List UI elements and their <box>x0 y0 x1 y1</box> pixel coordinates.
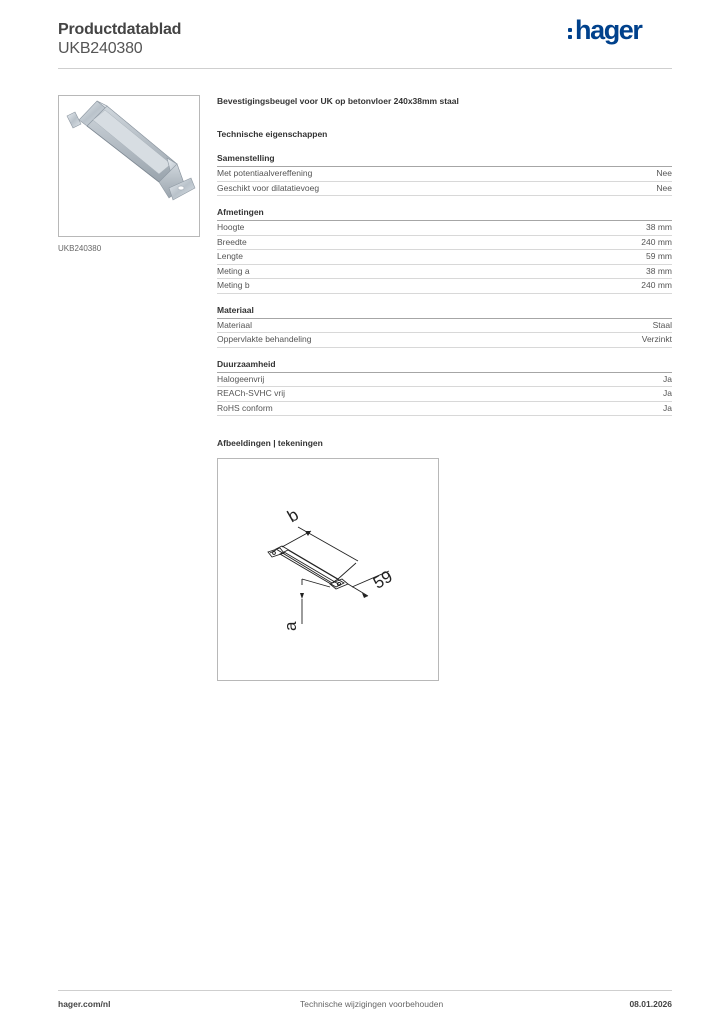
product-description: Bevestigingsbeugel voor UK op betonvloer 240x38mm staal <box>217 96 459 106</box>
section-materiaal <box>217 304 672 348</box>
spec-row <box>217 250 672 265</box>
spec-label: Oppervlakte behandeling <box>217 334 312 344</box>
spec-label: RoHS conform <box>217 402 273 413</box>
spec-row <box>217 387 672 402</box>
product-details <box>217 95 672 449</box>
spec-label: Hoogte <box>217 222 245 232</box>
spec-row <box>217 182 672 197</box>
spec-row <box>217 265 672 280</box>
section-afmetingen <box>217 206 672 294</box>
spec-value: 38 mm <box>646 222 672 232</box>
drawings-title: Afbeeldingen | tekeningen <box>217 438 323 448</box>
logo-text: hager <box>575 15 642 45</box>
spec-row <box>217 333 672 348</box>
section-duurzaamheid <box>217 358 672 417</box>
spec-value: Nee <box>656 182 672 193</box>
spec-label: Materiaal <box>217 319 252 330</box>
spec-value: 240 mm <box>641 280 672 290</box>
spec-value: 240 mm <box>641 236 672 247</box>
technical-drawing <box>217 458 439 681</box>
photo-caption: UKB240380 <box>58 244 102 253</box>
spec-value: Ja <box>663 402 672 413</box>
spec-row <box>217 221 672 236</box>
section-title: Afmetingen <box>217 206 672 221</box>
product-code: UKB240380 <box>58 40 143 57</box>
spec-value: Verzinkt <box>641 334 672 344</box>
spec-label: Halogeenvrij <box>217 373 265 384</box>
header-divider <box>58 68 672 69</box>
section-title: Duurzaamheid <box>217 358 672 373</box>
tech-heading: Technische eigenschappen <box>217 129 328 139</box>
section-samenstelling <box>217 152 672 196</box>
spec-value: 59 mm <box>646 251 672 261</box>
spec-label: Met potentiaalvereffening <box>217 168 313 178</box>
spec-row <box>217 402 672 417</box>
spec-row <box>217 236 672 251</box>
spec-row <box>217 319 672 334</box>
spec-value: Staal <box>652 319 672 330</box>
product-photo <box>58 95 200 237</box>
spec-label: Meting a <box>217 265 250 276</box>
hager-logo <box>568 17 658 47</box>
spec-value: Ja <box>663 373 672 384</box>
footer-date: 08.01.2026 <box>629 999 672 1009</box>
spec-value: 38 mm <box>646 265 672 276</box>
footer-divider <box>58 990 672 991</box>
spec-value: Ja <box>663 388 672 398</box>
footer-website-link[interactable]: hager.com/nl <box>58 999 111 1009</box>
page-title: Productdatablad <box>58 21 182 38</box>
spec-row <box>217 373 672 388</box>
spec-label: Lengte <box>217 251 243 261</box>
footer-note: Technische wijzigingen voorbehouden <box>300 999 444 1009</box>
spec-label: Meting b <box>217 280 250 290</box>
dimension-59-label: 59 <box>369 566 396 593</box>
spec-label: Geschikt voor dilatatievoeg <box>217 182 320 193</box>
dimension-a-label: a <box>281 621 300 631</box>
logo-dots-icon <box>568 28 572 42</box>
section-title: Materiaal <box>217 304 672 319</box>
spec-value: Nee <box>656 168 672 178</box>
dimension-b-label: b <box>284 504 302 527</box>
spec-row <box>217 279 672 294</box>
spec-label: REACh-SVHC vrij <box>217 388 286 398</box>
spec-label: Breedte <box>217 236 247 247</box>
section-title: Samenstelling <box>217 152 672 167</box>
spec-row <box>217 167 672 182</box>
